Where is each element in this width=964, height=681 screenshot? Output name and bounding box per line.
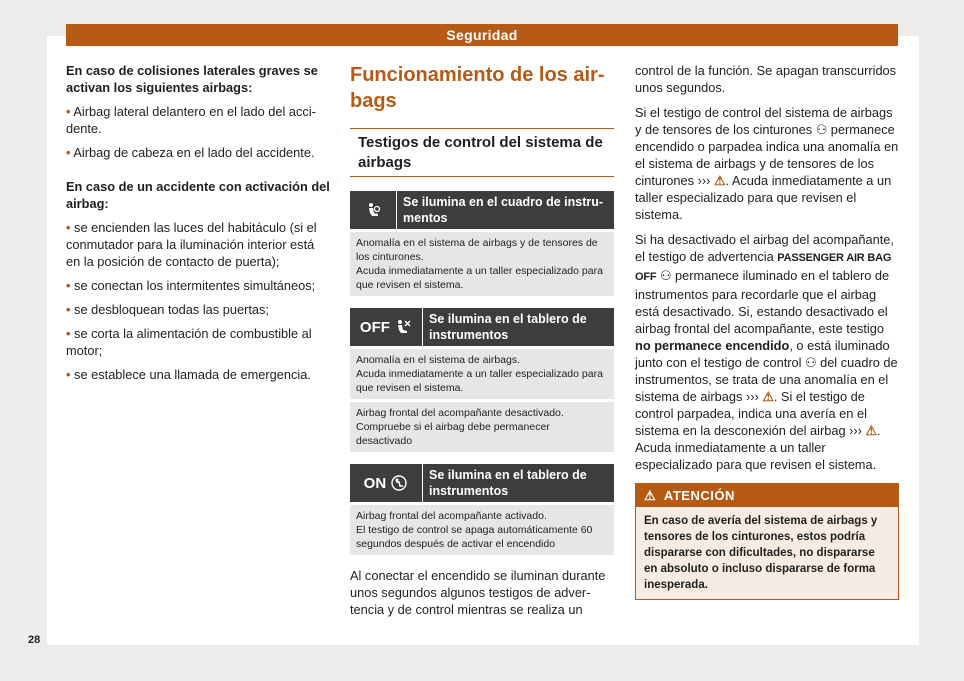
column-left [66,62,330,390]
passenger-airbag-off-icon: OFF [350,308,423,346]
airbag-seat-icon: ⚇ [815,122,828,137]
lateral-heading: En caso de colisiones laterales graves se activan los siguientes airbags: [66,63,318,95]
bullet-icon: • [66,326,71,341]
passenger-airbag-off-label: PASSENGER AIR BAG OFF [635,252,892,283]
list-item: • se desbloquean todas las puertas; [66,302,269,317]
list-item: • se conectan los intermitentes simultáneos; [66,278,316,293]
list-item: • se establece una llamada de emergencia. [66,367,311,382]
lamp-table-1 [350,191,614,296]
column-middle [350,62,614,626]
paragraph: Si ha desactivado el airbag del acompañante, el testigo de advertencia PASSENGER AIR BAG OFF ⚇ permanece iluminado en el tablero de instrumentos para recordarle que el airbag está desactivado. Si, estando desactivado el airbag frontal del acompañante, este testigo no permanece encendido, o está iluminado junto con el testigo de control ⚇ del cuadro de instrumentos, se trata de una anomalía en el sistema de airbags ››› ⚠. Si el testigo de control parpadea, indica una avería en el sistema en la desconexión del airbag ››› ⚠. Acuda inmediatamente a un taller especializado para que revisen el sistema. [635,232,898,472]
warning-triangle-icon: ⚠ [865,423,877,438]
lamp-row: Anomalía en el sistema de airbags y de tensores de los cinturones. Acuda inmediatamente a un taller especializado para que revisen el sistema. [350,232,614,296]
bullet-icon: • [66,302,71,317]
page-number: 28 [28,634,41,646]
reference-arrows: ››› [745,389,759,404]
lamp-title: Se ilumina en el cuadro de instrumentos [403,195,604,225]
accident-heading: En caso de un accidente con activación del airbag: [66,179,330,211]
bullet-icon: • [66,367,71,382]
bullet-icon: • [66,278,71,293]
airbag-off-icon: ⚇ [659,268,672,283]
closing-paragraph: Al conectar el encendido se iluminan durante unos segundos algunos testigos de advertencia y de control mientras se realiza un [350,568,606,617]
airbag-seat-icon: ⚇ [805,355,817,370]
list-item: • se corta la alimentación de combustible al motor; [66,326,312,358]
warning-header: ⚠ ATENCIÓN [636,484,898,507]
lamp-title: Se ilumina en el tablero de instrumentos [429,312,587,342]
lamp-row: Anomalía en el sistema de airbags. Acuda inmediatamente a un taller especializado para que revisen el sistema. [350,349,614,399]
bullet-icon: • [66,145,71,160]
lamp-table-2 [350,308,614,452]
lamp-title: Se ilumina en el tablero de instrumentos [429,468,587,498]
section-header: Seguridad [66,24,898,46]
reference-arrows: ››› [697,173,711,188]
main-title: Funcionamiento de los airbags [350,64,605,112]
warning-box [635,483,899,600]
reference-arrows: ››› [849,423,862,438]
lamp-table-3 [350,464,614,555]
passenger-airbag-on-icon: ON [350,464,423,502]
lamp-row: Airbag frontal del acompañante activado. El testigo de control se apaga automáticamente 60 segundos después de activar el encendido [350,505,614,555]
bullet-icon: • [66,220,71,235]
warning-triangle-icon: ⚠ [762,389,774,404]
list-item: • Airbag de cabeza en el lado del accidente. [66,145,315,160]
warning-triangle-icon: ⚠ [713,173,726,188]
warning-triangle-icon: ⚠ [644,488,657,503]
airbag-seat-icon [350,191,397,229]
section-subtitle: Testigos de control del sistema de airbags [350,128,614,177]
column-right [635,62,899,600]
lamp-row: Airbag frontal del acompañante desactivado. Compruebe si el airbag debe permanecer desactivado [350,402,614,452]
paragraph: control de la función. Se apagan transcurridos unos segundos. [635,63,897,95]
bullet-icon: • [66,104,71,119]
warning-text: En caso de avería del sistema de airbags y tensores de los cinturones, estos podría dispararse con dificultades, no dispararse en absoluto o incluso dispararse de forma inesperada. [636,507,898,599]
list-item: • se encienden las luces del habitáculo (si el conmutador para la iluminación interior está en la posición de contacto de puerta); [66,220,317,269]
paragraph: Si el testigo de control del sistema de airbags y de tensores de los cinturones ⚇ permanece encendido o parpadea indica una anomalía en el sistema de airbags y de tensores de los cinturones ››› ⚠. Acuda inmediatamente a un taller especializado para que revisen el sistema. [635,105,899,222]
list-item: • Airbag lateral delantero en el lado del accidente. [66,104,316,136]
